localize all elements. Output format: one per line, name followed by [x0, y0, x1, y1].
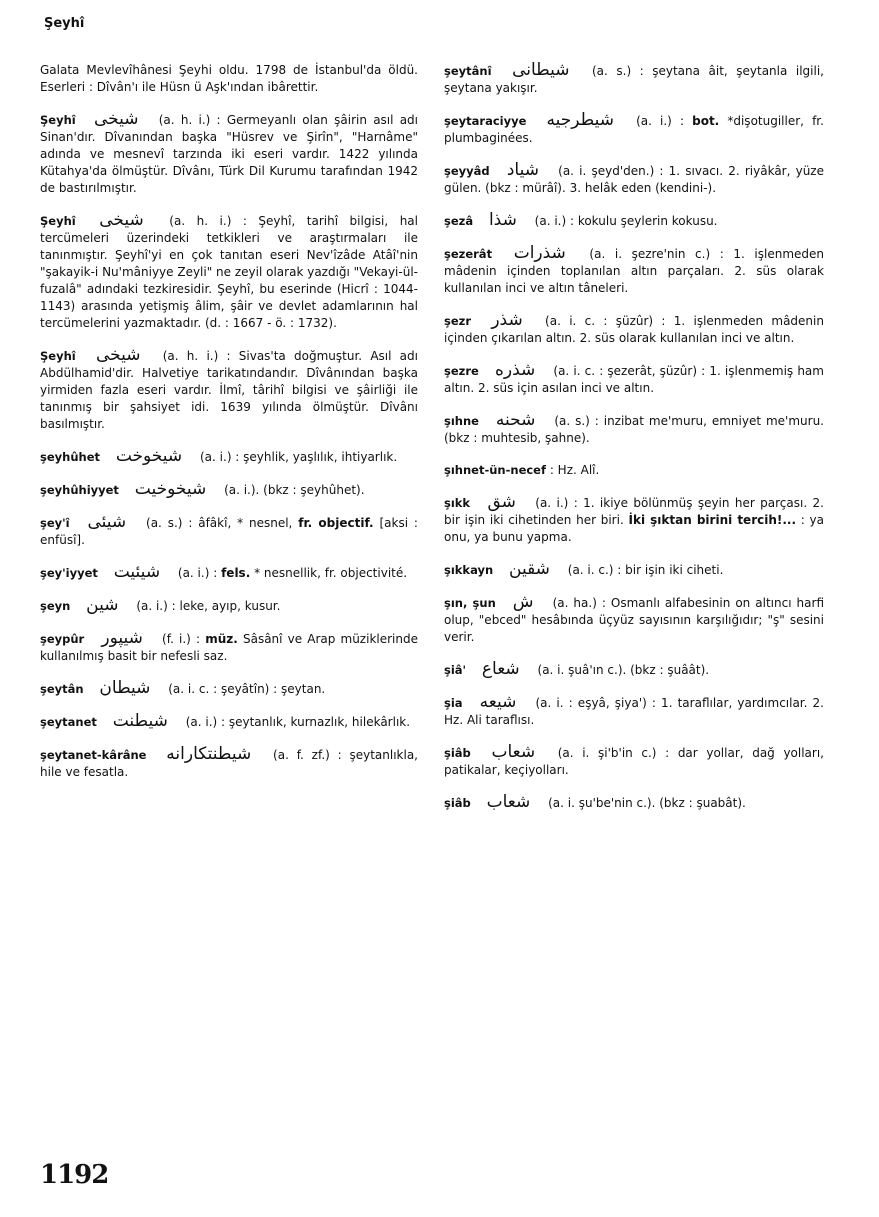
entry-arabic-script: شيخوخيت [134, 479, 207, 499]
dictionary-entry [40, 597, 418, 615]
entry-emphasis: bot. [692, 114, 720, 128]
entry-headword: şıhne [444, 414, 479, 428]
entry-definition: : Hz. Alî. [549, 463, 600, 477]
entry-definition: (a. i.) : leke, ayıp, kusur. [136, 599, 281, 613]
entry-headword: şeytân [40, 682, 84, 696]
entry-arabic-script: شيخى [99, 210, 144, 230]
entry-headword: Şeyhî [40, 214, 76, 228]
dictionary-entry [40, 564, 418, 582]
dictionary-entry [444, 362, 824, 397]
entry-headword: şeyyâd [444, 164, 490, 178]
entry-definition: (a. h. i.) : Sivas'ta doğmuştur. Asıl adı Abdülhamid'dir. Halvetiye tarikatındandır. Dîvânından başka yirmiden fazla eseri vardır. İlmî, târihî bilgisi ve şâirliği ile tanınmış bir şahsiyet idi. 1639 yılında ölmüştür. Dîvânı basılmıştır. [40, 349, 418, 431]
entry-arabic-script: شيخى [93, 109, 139, 129]
entry-headword: şıkkayn [444, 563, 494, 577]
dictionary-entry [444, 494, 824, 546]
entry-emphasis: İki şıktan birini tercih!... [628, 513, 797, 527]
dictionary-entry [40, 347, 418, 433]
entry-headword: şia [444, 696, 463, 710]
entry-arabic-script: شعاع [481, 659, 520, 679]
dictionary-entry [40, 713, 418, 731]
entry-definition: (a. ha.) : Osmanlı alfabesinin on altıncı harfi olup, "ebced" hesâbında üçyüz sayısının karşılığıdır; "ş" sesini verir. [444, 596, 824, 644]
entry-headword: şeyhûhet [40, 450, 100, 464]
entry-headword: şiâb [444, 746, 471, 760]
entry-definition: (a. i. şezre'nin c.) : 1. işlenmeden mâdenin içinden toplanılan altın parçaları. 2. süs olarak kullanılan inci ve altın tâneleri. [444, 247, 824, 295]
entry-definition: (a. i.) : [177, 566, 218, 580]
entry-arabic-script: شيطنت [112, 711, 168, 731]
dictionary-entry [444, 62, 824, 97]
entry-definition: (a. i. c. : şezerât, şüzûr) : 1. işlenmemiş ham altın. 2. süs için asılan inci ve altın. [444, 364, 824, 395]
entry-arabic-script: شقين [509, 559, 550, 579]
dictionary-entry [444, 412, 824, 447]
entry-definition: (a. h. i.) : Şeyhî, tarihî bilgisi, hal tercümeleri üzerindeki tetkikleri ve araştırmaları ile tanınmıştır. Şeyhî'yi en çok tanıtan eseri Nev'îzâde Atâî'nin "şakayik-i Nu'mâniyye Zeyli" ne zeyil olarak yazdığı "Vekayi-ül-fuzalâ" adındaki tezkiresidir. Şeyhî, bu eserinde (Hicrî : 1044-1143) arasında yetişmiş âlim, şâir ve devlet adamlarının hal tercümelerini yazmaktadır. (d. : 1667 - ö. : 1732). [40, 214, 418, 330]
dictionary-entry [444, 245, 824, 297]
entry-headword: şiâb [444, 796, 471, 810]
entry-arabic-script: شيپور [101, 628, 143, 648]
left-column [40, 62, 418, 796]
entry-headword: şeyn [40, 599, 71, 613]
entry-definition: (a. h. i.) : Germeyanlı olan şâirin asıl adı Sinan'dır. Dîvanından başka "Hüsrev ve Şirîn", "Harnâme" adında ve mesnevî tarzında iki eseri vardır. 1422 yılında Kütahya'da ölmüştür. Dîvânı, Türk Dil Kurumu tarafından 1942 de bastırılmıştır. [40, 113, 419, 195]
dictionary-entry [444, 744, 824, 779]
entry-arabic-script: ش [512, 592, 534, 612]
entry-arabic-script: شيئى [87, 512, 127, 532]
entry-headword: şezâ [444, 214, 474, 228]
entry-headword: şey'iyyet [40, 566, 98, 580]
dictionary-entry [40, 514, 418, 549]
entry-definition-cont: *dişotugiller, fr. plumbaginées. [444, 114, 824, 145]
entry-definition: (a. s.) : âfâkî, * nesnel, [146, 516, 293, 530]
entry-definition: (a. i.) : [636, 114, 684, 128]
entry-headword: şezr [444, 314, 472, 328]
entry-arabic-script: شيطنتكارانه [166, 744, 252, 764]
entry-definition: (a. i.). (bkz : şeyhûhet). [224, 483, 365, 497]
dictionary-entry [444, 162, 824, 197]
entry-headword: şezre [444, 364, 479, 378]
entry-definition-cont: [aksi : enfüsî]. [40, 516, 418, 547]
entry-definition: (a. i. : eşyâ, şiya') : 1. taraflılar, yardımcılar. 2. Hz. Ali taraflısı. [444, 696, 824, 727]
dictionary-entry [444, 594, 824, 646]
entry-arabic-script: شيخى [95, 345, 141, 365]
entry-headword: şıhnet-ün-necef [444, 463, 546, 477]
dictionary-entry [40, 448, 418, 466]
dictionary-entry [444, 112, 824, 147]
dictionary-entry [444, 661, 824, 679]
entry-definition: (a. i.) : 1. ikiye bölünmüş şeyin her parçası. 2. bir işin iki cihetinden her biri. [444, 496, 824, 527]
entry-arabic-script: شيعه [479, 692, 517, 712]
entry-definition: (a. i. c. : şüzûr) : 1. işlenmeden mâdenin içinden çıkarılan altın. 2. süs olarak kullanılan inci ve altın. [444, 314, 824, 345]
entry-headword: şıkk [444, 496, 471, 510]
entry-definition: (a. s.) : şeytana âit, şeytanla ilgili, şeytana yakışır. [444, 64, 824, 95]
dictionary-entry [444, 312, 824, 347]
entry-definition: (a. i.) : kokulu şeylerin kokusu. [534, 214, 718, 228]
entry-arabic-script: شعاب [491, 742, 536, 762]
entry-definition: (a. i. c.) : bir işin iki ciheti. [567, 563, 724, 577]
entry-headword: şeyhûhiyyet [40, 483, 119, 497]
entry-arabic-script: شذر [491, 310, 523, 330]
entry-headword: şey'î [40, 516, 70, 530]
dictionary-entry [444, 561, 824, 579]
entry-definition-cont: Sâsânî ve Arap müziklerinde kullanılmış basit bir nefesli saz. [40, 632, 418, 663]
entry-definition: (a. i. şuâ'ın c.). (bkz : şuâât). [537, 663, 710, 677]
entry-arabic-script: شيطرجيه [546, 110, 614, 130]
entry-definition: (a. i.) : şeyhlik, yaşlılık, ihtiyarlık. [200, 450, 398, 464]
dictionary-entry [444, 694, 824, 729]
dictionary-entry [40, 630, 418, 665]
entry-definition: (a. i. şi'b'in c.) : dar yollar, dağ yolları, patikalar, keçiyolları. [444, 746, 824, 777]
entry-headword: şezerât [444, 247, 493, 261]
entry-arabic-script: شيخوخت [115, 446, 183, 466]
entry-definition-cont: : ya onu, ya bunu yapma. [444, 513, 824, 544]
entry-emphasis: fr. objectif. [298, 516, 374, 530]
dictionary-entry [40, 62, 418, 96]
entry-arabic-script: شذرات [513, 243, 566, 263]
entry-arabic-script: شيطان [99, 678, 151, 698]
entry-arabic-script: شيئيت [113, 562, 161, 582]
entry-definition: (a. i. c. : şeyâtîn) : şeytan. [168, 682, 326, 696]
entry-arabic-script: شق [487, 492, 516, 512]
dictionary-entry [444, 462, 824, 479]
dictionary-entry [444, 794, 824, 812]
entry-definition: (a. i. şeyd'den.) : 1. sıvacı. 2. riyâkâr, yüze gülen. (bkz : mürâî). 3. helâk eden (kendini-). [444, 164, 824, 195]
entry-arabic-script: شيطانى [512, 60, 570, 80]
entry-headword: şeytanet-kârâne [40, 748, 147, 762]
entry-arabic-script: شعاب [486, 792, 531, 812]
entry-arabic-script: شين [86, 595, 119, 615]
entry-headword: şın, şun [444, 596, 496, 610]
entry-emphasis: müz. [205, 632, 238, 646]
page-header: Şeyhî [44, 16, 85, 31]
page-number: 1192 [40, 1160, 109, 1190]
entry-arabic-script: شياد [506, 160, 539, 180]
entry-definition: (a. i.) : şeytanlık, kurnazlık, hilekârlık. [185, 715, 411, 729]
entry-definition: (a. f. zf.) : şeytanlıkla, hile ve fesatla. [40, 748, 418, 779]
dictionary-entry [444, 212, 824, 230]
entry-definition-cont: * nesnellik, fr. objectivité. [254, 566, 408, 580]
entry-headword: şeytânî [444, 64, 492, 78]
entry-headword: şeypûr [40, 632, 85, 646]
dictionary-entry [40, 212, 418, 332]
entry-arabic-script: شذا [488, 210, 517, 230]
entry-arabic-script: شحنه [495, 410, 536, 430]
entry-definition: (f. i.) : [162, 632, 201, 646]
dictionary-entry [40, 481, 418, 499]
entry-emphasis: fels. [221, 566, 251, 580]
right-column [444, 62, 824, 827]
entry-headword: Şeyhî [40, 113, 76, 127]
dictionary-entry [40, 111, 418, 197]
entry-headword: şeytaraciyye [444, 114, 527, 128]
entry-definition: Galata Mevlevîhânesi Şeyhi oldu. 1798 de İstanbul'da öldü. Eserleri : Dîvân'ı ile Hüsn ü Aşk'ından ibârettir. [40, 63, 418, 94]
entry-definition: (a. s.) : inzibat me'muru, emniyet me'muru. (bkz : muhtesib, şahne). [444, 414, 824, 445]
dictionary-entry [40, 680, 418, 698]
dictionary-entry [40, 746, 418, 781]
entry-definition: (a. i. şu'be'nin c.). (bkz : şuabât). [548, 796, 746, 810]
entry-headword: Şeyhî [40, 349, 76, 363]
entry-headword: şeytanet [40, 715, 97, 729]
entry-headword: şiâ' [444, 663, 467, 677]
entry-arabic-script: شذره [494, 360, 536, 380]
